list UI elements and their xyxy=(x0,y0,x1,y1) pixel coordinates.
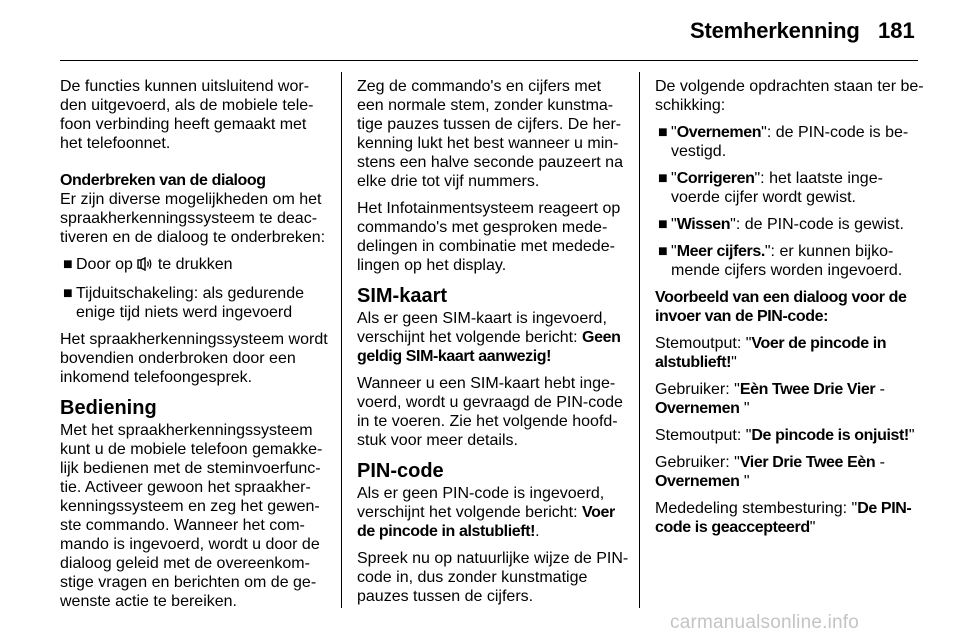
interrupt-heading: Onderbreken van de dialoog xyxy=(60,172,266,189)
pin-paragraph: Als er geen PIN-code is ingevoerd, verschijnt het volgende bericht: Voer de pincode in alstublieft!. xyxy=(357,485,615,540)
sim-message: Geen geldig SIM-kaart aanwezig! xyxy=(357,329,621,365)
dialog-line-3: Stemoutput: "De pincode is onjuist!" xyxy=(655,427,915,444)
list-item xyxy=(60,255,332,276)
bullet-icon: ■ xyxy=(658,170,668,187)
watermark: carmanualsonline.info xyxy=(670,612,860,633)
command-term: Overnemen xyxy=(676,124,762,141)
voice-button-icon xyxy=(137,257,153,276)
bullet-icon: ■ xyxy=(63,256,73,273)
header-rule xyxy=(60,60,918,61)
column-3 xyxy=(655,77,925,545)
command-desc: ": het laatste inge-voerde cijfer wordt gewist. xyxy=(671,170,883,206)
bullet-icon: ■ xyxy=(658,243,668,260)
page-number: 181 xyxy=(878,18,915,43)
command-term: Wissen xyxy=(676,216,731,233)
pin-heading: PIN-code xyxy=(357,460,444,482)
dialog-line-1: Stemoutput: "Voer de pincode in alstublieft!" xyxy=(655,335,887,371)
command-desc: ": de PIN-code is gewist. xyxy=(730,216,904,233)
dialog-line-4: Gebruiker: "Vier Drie Twee Eèn - Overnemen " xyxy=(655,454,885,490)
bullet-icon: ■ xyxy=(658,216,668,233)
bediening-text: Met het spraakherkenningssysteem kunt u de mobiele telefoon gemakke-lijk bedienen met de steminvoerfunc-tie. Activeer gewoon het spraakher-kenningssysteem en zeg het gewen-ste commando. Wanneer het com-mando is ingevoerd, wordt u door de dialoog geleid met de overeenkom-stige vragen en berichten om de ge-wenste actie te bereiken. xyxy=(60,422,323,610)
bullet1-after: te drukken xyxy=(157,256,233,273)
list-item: ■ "Meer cijfers.": er kunnen bijko-mende cijfers worden ingevoerd. xyxy=(658,243,903,279)
command-list xyxy=(655,123,925,280)
bullet-icon: ■ xyxy=(63,285,73,302)
infotainment-paragraph: Het Infotainmentsysteem reageert op commando's met gesproken mede-delingen in combinatie met medede-lingen op het display. xyxy=(357,200,621,274)
command-desc: ": de PIN-code is be-vestigd. xyxy=(671,124,909,160)
list-item: ■ "Corrigeren": het laatste inge-voerde cijfer wordt gewist. xyxy=(658,170,883,206)
column-1 xyxy=(60,77,332,619)
sim-paragraph-2: Wanneer u een SIM-kaart hebt inge-voerd, wordt u gevraagd de PIN-code in te voeren. Zie het volgende hoofd-stuk voor meer details. xyxy=(357,375,623,449)
column-2 xyxy=(357,77,629,614)
example-heading: Voorbeeld van een dialoog voor de invoer van de PIN-code: xyxy=(655,289,907,325)
bediening-heading: Bediening xyxy=(60,397,157,419)
intro-paragraph: De functies kunnen uitsluitend wor-den uitgevoerd, als de mobiele tele-foon verbinding heeft gemaakt met het telefoonnet. xyxy=(60,78,314,152)
dialog-line-2: Gebruiker: "Eèn Twee Drie Vier - Overnemen " xyxy=(655,381,885,417)
bullet2-text: Tijduitschakeling: als gedurende enige tijd niets werd ingevoerd xyxy=(76,285,304,321)
bullet-icon: ■ xyxy=(658,124,668,141)
pin-message: Voer de pincode in alstublieft! xyxy=(357,504,615,540)
sim-heading: SIM-kaart xyxy=(357,285,448,307)
sim-paragraph: Als er geen SIM-kaart is ingevoerd, verschijnt het volgende bericht: Geen geldig SIM-kaart aanwezig! xyxy=(357,310,621,365)
column-divider-1 xyxy=(341,72,342,608)
column-divider-2 xyxy=(639,72,640,608)
interrupt-list xyxy=(60,255,332,322)
list-item xyxy=(60,284,332,322)
dialog-line-5: Mededeling stembesturing: "De PIN-code is geaccepteerd" xyxy=(655,500,912,536)
list-item: ■ "Overnemen": de PIN-code is be-vestigd. xyxy=(658,124,909,160)
command-term: Corrigeren xyxy=(676,170,755,187)
commands-paragraph: Zeg de commando's en cijfers met een normale stem, zonder kunstma-tige pauzes tussen de cijfers. De her-kenning lukt het best wanneer u min-stens een halve seconde pauzeert na elke drie tot vijf nummers. xyxy=(357,78,623,190)
bullet1-before: Door op xyxy=(76,256,133,273)
list-item: ■ "Wissen": de PIN-code is gewist. xyxy=(658,216,904,233)
pin-paragraph-2: Spreek nu op natuurlijke wijze de PIN-code in, dus zonder kunstmatige pauzes tussen de cijfers. xyxy=(357,550,629,605)
command-term: Meer cijfers. xyxy=(676,243,765,260)
command-desc: ": er kunnen bijko-mende cijfers worden ingevoerd. xyxy=(671,243,903,279)
interrupt-text: Er zijn diverse mogelijkheden om het spraakherkenningssysteem te deac-tiveren en de dialoog te onderbreken: xyxy=(60,191,326,246)
cancel-paragraph: Het spraakherkenningssysteem wordt bovendien onderbroken door een inkomend telefoongesprek. xyxy=(60,331,328,386)
page-header-title: Stemherkenning xyxy=(690,18,860,43)
commands-intro: De volgende opdrachten staan ter be-schikking: xyxy=(655,78,924,114)
